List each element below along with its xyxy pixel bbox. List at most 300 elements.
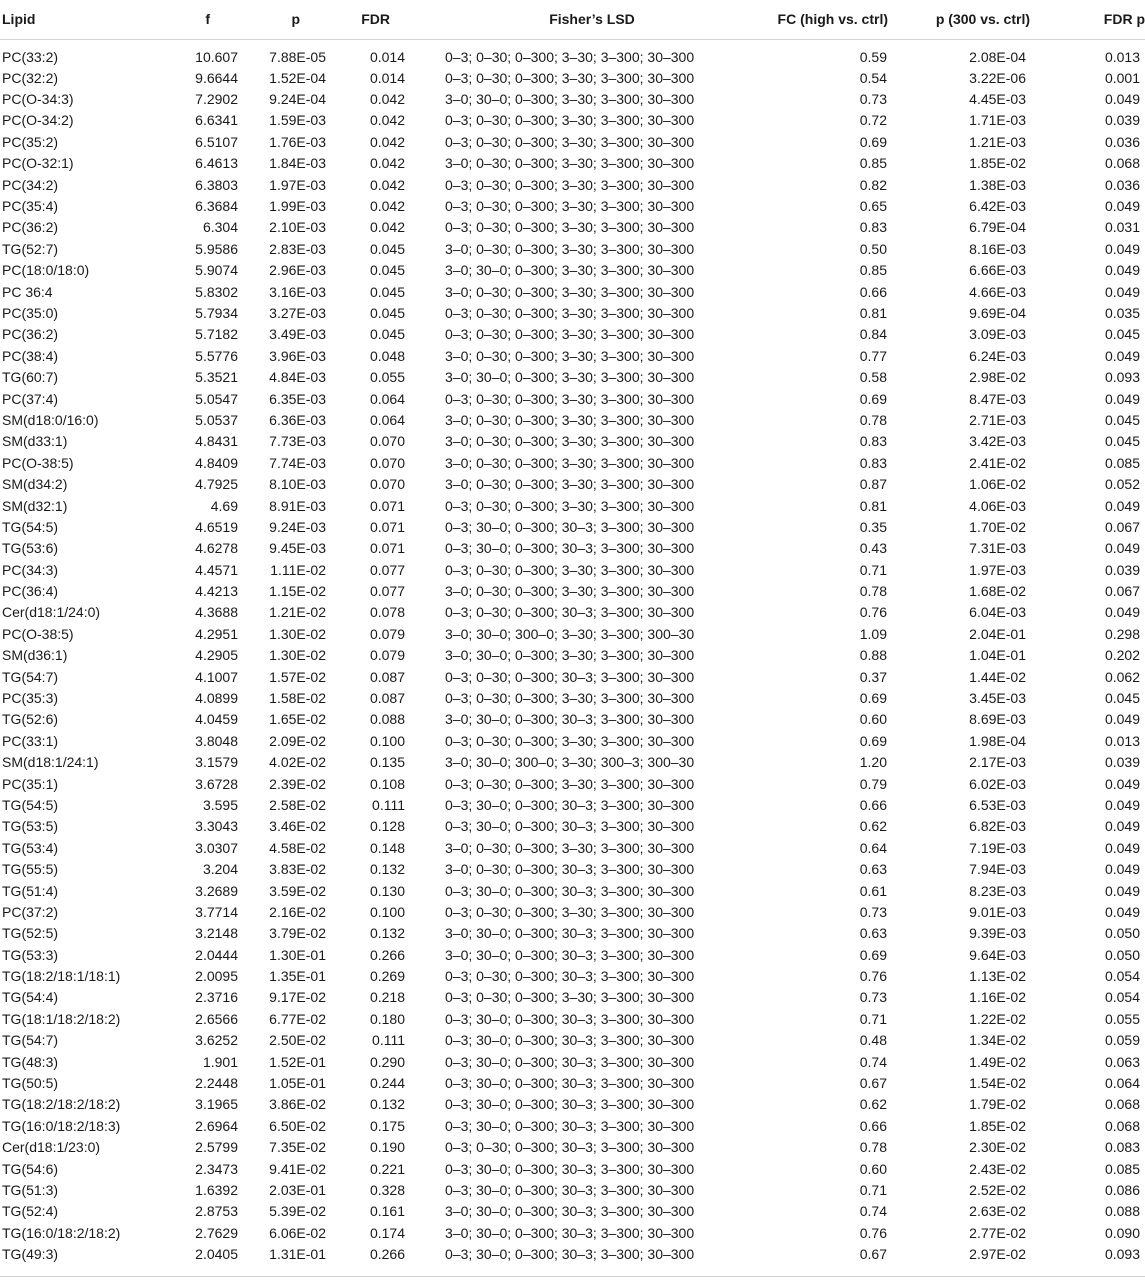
cell-p-300: 1.04E-01 bbox=[969, 647, 1026, 664]
table-row bbox=[0, 453, 1145, 474]
header-row bbox=[0, 0, 1145, 39]
cell-fdr: 0.045 bbox=[369, 240, 405, 257]
cell-p: 6.36E-03 bbox=[269, 411, 326, 428]
header-f: f bbox=[205, 11, 210, 28]
cell-f: 3.7714 bbox=[195, 903, 238, 920]
cell-fdr: 0.070 bbox=[369, 433, 405, 450]
cell-fishers-lsd: 0–3; 0–30; 0–300; 3–30; 3–300; 30–300 bbox=[445, 133, 695, 150]
cell-f: 3.204 bbox=[202, 861, 238, 878]
cell-f: 4.6278 bbox=[195, 540, 238, 557]
header-p: p bbox=[291, 11, 300, 28]
cell-p: 2.96E-03 bbox=[269, 262, 326, 279]
cell-f: 5.9074 bbox=[195, 262, 238, 279]
cell-fishers-lsd: 3–0; 0–30; 0–300; 3–30; 3–300; 30–300 bbox=[445, 454, 695, 471]
cell-lipid: SM(d33:1) bbox=[2, 433, 68, 450]
cell-p: 7.88E-05 bbox=[269, 48, 326, 65]
cell-f: 4.8409 bbox=[195, 454, 238, 471]
cell-lipid: PC(O-32:1) bbox=[2, 155, 74, 172]
cell-fdr-p: 0.068 bbox=[1104, 1096, 1140, 1113]
cell-fc: 0.50 bbox=[859, 240, 887, 257]
cell-p-300: 6.82E-03 bbox=[969, 818, 1026, 835]
cell-p-300: 2.41E-02 bbox=[969, 454, 1026, 471]
cell-fdr: 0.045 bbox=[369, 283, 405, 300]
table-row bbox=[0, 816, 1145, 837]
cell-p-300: 2.77E-02 bbox=[969, 1224, 1026, 1241]
cell-p-300: 1.38E-03 bbox=[969, 176, 1026, 193]
cell-p: 9.17E-02 bbox=[269, 989, 326, 1006]
cell-p: 1.76E-03 bbox=[269, 133, 326, 150]
cell-p: 1.84E-03 bbox=[269, 155, 326, 172]
cell-lipid: SM(d34:2) bbox=[2, 476, 68, 493]
cell-fc: 0.73 bbox=[859, 903, 887, 920]
cell-f: 5.0537 bbox=[195, 411, 238, 428]
cell-fdr: 0.088 bbox=[369, 711, 405, 728]
cell-p-300: 1.16E-02 bbox=[969, 989, 1026, 1006]
cell-p: 4.84E-03 bbox=[269, 369, 326, 386]
header-fdr: FDR bbox=[361, 11, 390, 28]
table-row bbox=[0, 1158, 1145, 1179]
cell-fdr: 0.132 bbox=[369, 861, 405, 878]
cell-f: 6.3684 bbox=[195, 198, 238, 215]
cell-fc: 0.62 bbox=[859, 1096, 887, 1113]
cell-fdr-p: 0.039 bbox=[1104, 561, 1140, 578]
cell-fishers-lsd: 3–0; 0–30; 0–300; 30–3; 3–300; 30–300 bbox=[445, 861, 695, 878]
cell-p: 3.83E-02 bbox=[269, 861, 326, 878]
cell-fdr-p: 0.049 bbox=[1104, 540, 1140, 557]
table-row bbox=[0, 388, 1145, 409]
cell-fdr-p: 0.049 bbox=[1104, 347, 1140, 364]
cell-p: 1.99E-03 bbox=[269, 198, 326, 215]
cell-p-300: 1.85E-02 bbox=[969, 155, 1026, 172]
cell-fishers-lsd: 0–3; 0–30; 0–300; 3–30; 3–300; 30–300 bbox=[445, 176, 695, 193]
cell-fishers-lsd: 0–3; 30–0; 0–300; 30–3; 3–300; 30–300 bbox=[445, 818, 695, 835]
cell-fc: 0.63 bbox=[859, 861, 887, 878]
cell-fdr: 0.014 bbox=[369, 48, 405, 65]
cell-fishers-lsd: 0–3; 0–30; 0–300; 3–30; 3–300; 30–300 bbox=[445, 198, 695, 215]
cell-fdr-p: 0.049 bbox=[1104, 903, 1140, 920]
cell-fdr: 0.269 bbox=[369, 968, 405, 985]
table-row bbox=[0, 174, 1145, 195]
cell-p-300: 7.19E-03 bbox=[969, 839, 1026, 856]
cell-f: 5.0547 bbox=[195, 390, 238, 407]
cell-lipid: Cer(d18:1/24:0) bbox=[2, 604, 101, 621]
cell-fdr-p: 0.067 bbox=[1104, 583, 1140, 600]
cell-fdr-p: 0.045 bbox=[1104, 411, 1140, 428]
cell-lipid: TG(52:5) bbox=[2, 925, 59, 942]
cell-p-300: 6.04E-03 bbox=[969, 604, 1026, 621]
cell-fc: 0.69 bbox=[859, 946, 887, 963]
cell-p-300: 9.64E-03 bbox=[969, 946, 1026, 963]
cell-f: 3.1579 bbox=[195, 754, 238, 771]
cell-fdr: 0.218 bbox=[369, 989, 405, 1006]
cell-fdr: 0.111 bbox=[372, 1032, 405, 1049]
table-row bbox=[0, 281, 1145, 302]
cell-f: 6.5107 bbox=[195, 133, 238, 150]
cell-fc: 0.76 bbox=[859, 1224, 887, 1241]
cell-fc: 0.37 bbox=[859, 668, 887, 685]
cell-p: 4.58E-02 bbox=[269, 839, 326, 856]
cell-p-300: 3.42E-03 bbox=[969, 433, 1026, 450]
cell-fdr: 0.111 bbox=[372, 796, 405, 813]
cell-fdr-p: 0.045 bbox=[1104, 690, 1140, 707]
cell-fc: 0.83 bbox=[859, 219, 887, 236]
cell-fc: 0.69 bbox=[859, 390, 887, 407]
table-row bbox=[0, 880, 1145, 901]
cell-lipid: TG(54:7) bbox=[2, 1032, 59, 1049]
cell-f: 3.2689 bbox=[195, 882, 238, 899]
cell-fdr: 0.077 bbox=[369, 561, 405, 578]
cell-fdr: 0.100 bbox=[369, 732, 405, 749]
cell-fc: 0.85 bbox=[859, 155, 887, 172]
cell-fishers-lsd: 3–0; 0–30; 0–300; 3–30; 3–300; 30–300 bbox=[445, 240, 695, 257]
cell-lipid: TG(51:4) bbox=[2, 882, 59, 899]
cell-fishers-lsd: 3–0; 30–0; 0–300; 3–30; 3–300; 30–300 bbox=[445, 262, 695, 279]
cell-fdr-p: 0.049 bbox=[1104, 198, 1140, 215]
table-row bbox=[0, 923, 1145, 944]
cell-fdr-p: 0.050 bbox=[1104, 946, 1140, 963]
cell-fdr: 0.161 bbox=[369, 1203, 405, 1220]
cell-f: 3.3043 bbox=[195, 818, 238, 835]
cell-lipid: TG(48:3) bbox=[2, 1053, 59, 1070]
cell-p: 7.73E-03 bbox=[269, 433, 326, 450]
cell-p: 3.96E-03 bbox=[269, 347, 326, 364]
cell-lipid: TG(53:3) bbox=[2, 946, 59, 963]
cell-fdr: 0.042 bbox=[369, 112, 405, 129]
cell-fishers-lsd: 0–3; 0–30; 0–300; 3–30; 3–300; 30–300 bbox=[445, 390, 695, 407]
cell-fishers-lsd: 3–0; 0–30; 0–300; 3–30; 3–300; 30–300 bbox=[445, 155, 695, 172]
cell-lipid: TG(50:5) bbox=[2, 1075, 59, 1092]
cell-p-300: 1.44E-02 bbox=[969, 668, 1026, 685]
table-row bbox=[0, 431, 1145, 452]
cell-p: 6.77E-02 bbox=[269, 1010, 326, 1027]
cell-p: 1.57E-02 bbox=[269, 668, 326, 685]
cell-p-300: 1.71E-03 bbox=[969, 112, 1026, 129]
cell-fdr: 0.042 bbox=[369, 219, 405, 236]
cell-fc: 0.60 bbox=[859, 711, 887, 728]
table-row bbox=[0, 1073, 1145, 1094]
cell-lipid: TG(52:4) bbox=[2, 1203, 59, 1220]
cell-lipid: TG(16:0/18:2/18:2) bbox=[2, 1224, 121, 1241]
cell-fc: 0.66 bbox=[859, 1117, 887, 1134]
cell-fc: 0.54 bbox=[859, 69, 887, 86]
table-row bbox=[0, 1009, 1145, 1030]
cell-fdr: 0.100 bbox=[369, 903, 405, 920]
cell-p-300: 3.22E-06 bbox=[969, 69, 1026, 86]
cell-fishers-lsd: 0–3; 30–0; 0–300; 30–3; 3–300; 30–300 bbox=[445, 1032, 695, 1049]
cell-fdr-p: 0.052 bbox=[1104, 476, 1140, 493]
cell-f: 4.4213 bbox=[195, 583, 238, 600]
cell-f: 4.0459 bbox=[195, 711, 238, 728]
cell-p: 2.03E-01 bbox=[269, 1182, 326, 1198]
cell-p-300: 8.16E-03 bbox=[969, 240, 1026, 257]
cell-f: 4.1007 bbox=[195, 668, 238, 685]
cell-fdr: 0.071 bbox=[369, 518, 405, 535]
header-fishers-lsd: Fisher’s LSD bbox=[549, 11, 635, 28]
cell-fdr: 0.071 bbox=[369, 497, 405, 514]
cell-p: 1.05E-01 bbox=[269, 1075, 326, 1092]
cell-f: 5.7182 bbox=[195, 326, 238, 343]
cell-fishers-lsd: 0–3; 30–0; 0–300; 30–3; 3–300; 30–300 bbox=[445, 1182, 695, 1198]
cell-fdr: 0.077 bbox=[369, 583, 405, 600]
cell-lipid: PC(33:1) bbox=[2, 732, 59, 749]
cell-lipid: PC(34:3) bbox=[2, 561, 59, 578]
cell-fishers-lsd: 0–3; 0–30; 0–300; 30–3; 3–300; 30–300 bbox=[445, 668, 695, 685]
cell-fdr-p: 0.049 bbox=[1104, 91, 1140, 108]
cell-fc: 0.58 bbox=[859, 369, 887, 386]
cell-fdr: 0.221 bbox=[369, 1160, 405, 1177]
cell-p-300: 1.21E-03 bbox=[969, 133, 1026, 150]
cell-f: 7.2902 bbox=[195, 91, 238, 108]
cell-f: 4.4571 bbox=[195, 561, 238, 578]
cell-fishers-lsd: 0–3; 30–0; 0–300; 30–3; 3–300; 30–300 bbox=[445, 1246, 695, 1263]
table-row bbox=[0, 602, 1145, 623]
cell-p: 1.21E-02 bbox=[269, 604, 326, 621]
table-bottom-rule bbox=[0, 1276, 1145, 1277]
cell-f: 4.0899 bbox=[195, 690, 238, 707]
cell-f: 5.9586 bbox=[195, 240, 238, 257]
cell-p-300: 1.79E-02 bbox=[969, 1096, 1026, 1113]
cell-p-300: 2.43E-02 bbox=[969, 1160, 1026, 1177]
cell-fc: 0.74 bbox=[859, 1053, 887, 1070]
cell-p: 6.06E-02 bbox=[269, 1224, 326, 1241]
cell-lipid: PC(O-34:2) bbox=[2, 112, 74, 129]
cell-fc: 0.60 bbox=[859, 1160, 887, 1177]
cell-fc: 0.63 bbox=[859, 925, 887, 942]
cell-fc: 0.83 bbox=[859, 454, 887, 471]
cell-p: 3.49E-03 bbox=[269, 326, 326, 343]
table-row bbox=[0, 1201, 1145, 1222]
cell-fishers-lsd: 3–0; 30–0; 0–300; 30–3; 3–300; 30–300 bbox=[445, 925, 695, 942]
cell-f: 4.69 bbox=[210, 497, 238, 514]
cell-p-300: 6.42E-03 bbox=[969, 198, 1026, 215]
cell-p: 1.65E-02 bbox=[269, 711, 326, 728]
cell-fdr: 0.064 bbox=[369, 411, 405, 428]
cell-lipid: TG(53:4) bbox=[2, 839, 59, 856]
cell-fc: 0.78 bbox=[859, 411, 887, 428]
table-row bbox=[0, 196, 1145, 217]
cell-fdr: 0.132 bbox=[369, 925, 405, 942]
cell-p-300: 6.66E-03 bbox=[969, 262, 1026, 279]
cell-p: 1.52E-01 bbox=[269, 1053, 326, 1070]
cell-fc: 0.73 bbox=[859, 989, 887, 1006]
cell-p-300: 3.09E-03 bbox=[969, 326, 1026, 343]
table-row bbox=[0, 132, 1145, 153]
table-row bbox=[0, 559, 1145, 580]
cell-lipid: PC(32:2) bbox=[2, 69, 59, 86]
table-row bbox=[0, 645, 1145, 666]
cell-fishers-lsd: 0–3; 30–0; 0–300; 30–3; 3–300; 30–300 bbox=[445, 796, 695, 813]
cell-lipid: PC(34:2) bbox=[2, 176, 59, 193]
cell-f: 6.4613 bbox=[195, 155, 238, 172]
cell-fdr: 0.148 bbox=[369, 839, 405, 856]
cell-lipid: TG(53:5) bbox=[2, 818, 59, 835]
cell-fdr: 0.042 bbox=[369, 91, 405, 108]
cell-fdr-p: 0.013 bbox=[1104, 732, 1140, 749]
cell-p: 1.59E-03 bbox=[269, 112, 326, 129]
cell-fdr-p: 0.090 bbox=[1104, 1224, 1140, 1241]
cell-fishers-lsd: 3–0; 30–0; 0–300; 3–30; 3–300; 30–300 bbox=[445, 91, 695, 108]
cell-fishers-lsd: 0–3; 0–30; 0–300; 3–30; 3–300; 30–300 bbox=[445, 69, 695, 86]
cell-fc: 0.85 bbox=[859, 262, 887, 279]
cell-p-300: 1.68E-02 bbox=[969, 583, 1026, 600]
cell-p-300: 1.13E-02 bbox=[969, 968, 1026, 985]
cell-lipid: TG(52:6) bbox=[2, 711, 59, 728]
cell-fc: 0.59 bbox=[859, 48, 887, 65]
cell-fishers-lsd: 3–0; 30–0; 0–300; 30–3; 3–300; 30–300 bbox=[445, 1203, 695, 1220]
cell-f: 6.3803 bbox=[195, 176, 238, 193]
cell-fishers-lsd: 0–3; 0–30; 0–300; 3–30; 3–300; 30–300 bbox=[445, 775, 695, 792]
cell-fdr: 0.042 bbox=[369, 198, 405, 215]
cell-f: 3.2148 bbox=[195, 925, 238, 942]
cell-fishers-lsd: 0–3; 0–30; 0–300; 3–30; 3–300; 30–300 bbox=[445, 561, 695, 578]
cell-fdr-p: 0.067 bbox=[1104, 518, 1140, 535]
cell-fdr-p: 0.055 bbox=[1104, 1010, 1140, 1027]
cell-fdr-p: 0.045 bbox=[1104, 433, 1140, 450]
cell-fdr: 0.266 bbox=[369, 946, 405, 963]
cell-lipid: TG(54:4) bbox=[2, 989, 59, 1006]
cell-fc: 0.71 bbox=[859, 1010, 887, 1027]
table-row bbox=[0, 902, 1145, 923]
cell-fdr-p: 0.049 bbox=[1104, 711, 1140, 728]
cell-p-300: 6.24E-03 bbox=[969, 347, 1026, 364]
cell-lipid: TG(18:2/18:1/18:1) bbox=[2, 968, 121, 985]
cell-fdr: 0.070 bbox=[369, 476, 405, 493]
cell-f: 1.6392 bbox=[195, 1182, 238, 1198]
table-row bbox=[0, 1030, 1145, 1051]
cell-fishers-lsd: 3–0; 30–0; 300–0; 3–30; 300–3; 300–30 bbox=[445, 754, 695, 771]
cell-p-300: 1.49E-02 bbox=[969, 1053, 1026, 1070]
cell-fishers-lsd: 3–0; 0–30; 0–300; 3–30; 3–300; 30–300 bbox=[445, 433, 695, 450]
cell-f: 2.0095 bbox=[195, 968, 238, 985]
cell-fc: 0.78 bbox=[859, 1139, 887, 1156]
cell-fdr-p: 0.039 bbox=[1104, 754, 1140, 771]
cell-p-300: 9.69E-04 bbox=[969, 304, 1026, 321]
cell-fdr: 0.290 bbox=[369, 1053, 405, 1070]
cell-p: 6.35E-03 bbox=[269, 390, 326, 407]
cell-fc: 0.74 bbox=[859, 1203, 887, 1220]
cell-lipid: TG(55:5) bbox=[2, 861, 59, 878]
cell-p: 1.97E-03 bbox=[269, 176, 326, 193]
cell-f: 3.6252 bbox=[195, 1032, 238, 1049]
cell-fishers-lsd: 3–0; 0–30; 0–300; 3–30; 3–300; 30–300 bbox=[445, 839, 695, 856]
cell-f: 2.0444 bbox=[195, 946, 238, 963]
table-row bbox=[0, 153, 1145, 174]
cell-lipid: PC(36:4) bbox=[2, 583, 59, 600]
header-p-300-vs-ctrl: p (300 vs. ctrl) bbox=[935, 11, 1030, 28]
header-lipid: Lipid bbox=[2, 11, 36, 28]
table-row bbox=[0, 666, 1145, 687]
cell-p: 9.41E-02 bbox=[269, 1160, 326, 1177]
cell-lipid: PC(35:1) bbox=[2, 775, 59, 792]
table-row bbox=[0, 367, 1145, 388]
cell-p-300: 2.52E-02 bbox=[969, 1182, 1026, 1198]
cell-fdr: 0.045 bbox=[369, 304, 405, 321]
cell-fdr: 0.128 bbox=[369, 818, 405, 835]
cell-fdr-p: 0.049 bbox=[1104, 497, 1140, 514]
cell-p-300: 1.85E-02 bbox=[969, 1117, 1026, 1134]
cell-fdr-p: 0.013 bbox=[1104, 48, 1140, 65]
cell-p-300: 2.04E-01 bbox=[969, 625, 1026, 642]
cell-lipid: PC(37:2) bbox=[2, 903, 59, 920]
cell-fishers-lsd: 0–3; 30–0; 0–300; 30–3; 3–300; 30–300 bbox=[445, 540, 695, 557]
cell-fdr-p: 0.049 bbox=[1104, 262, 1140, 279]
cell-lipid: TG(54:5) bbox=[2, 518, 59, 535]
cell-f: 3.0307 bbox=[195, 839, 238, 856]
cell-fc: 0.67 bbox=[859, 1075, 887, 1092]
cell-fishers-lsd: 3–0; 0–30; 0–300; 3–30; 3–300; 30–300 bbox=[445, 583, 695, 600]
header-fc-high-vs-ctrl: FC (high vs. ctrl) bbox=[777, 11, 888, 28]
cell-fdr-p: 0.083 bbox=[1104, 1139, 1140, 1156]
cell-fdr-p: 0.036 bbox=[1104, 176, 1140, 193]
cell-fdr: 0.042 bbox=[369, 176, 405, 193]
cell-fdr-p: 0.001 bbox=[1104, 69, 1140, 86]
table-row bbox=[0, 1094, 1145, 1115]
cell-fc: 0.62 bbox=[859, 818, 887, 835]
table-row bbox=[0, 538, 1145, 559]
cell-fc: 1.20 bbox=[859, 754, 887, 771]
cell-fc: 0.83 bbox=[859, 433, 887, 450]
cell-p-300: 4.45E-03 bbox=[969, 91, 1026, 108]
cell-p: 1.30E-01 bbox=[269, 946, 326, 963]
cell-lipid: TG(18:1/18:2/18:2) bbox=[2, 1010, 121, 1027]
cell-p: 7.74E-03 bbox=[269, 454, 326, 471]
table-row bbox=[0, 581, 1145, 602]
cell-fc: 0.64 bbox=[859, 839, 887, 856]
cell-lipid: PC(37:4) bbox=[2, 390, 59, 407]
cell-fishers-lsd: 3–0; 30–0; 300–0; 3–30; 3–300; 300–30 bbox=[445, 625, 695, 642]
cell-p: 8.10E-03 bbox=[269, 476, 326, 493]
cell-fc: 0.81 bbox=[859, 304, 887, 321]
cell-lipid: SM(d18:0/16:0) bbox=[2, 411, 99, 428]
cell-fdr-p: 0.202 bbox=[1104, 647, 1140, 664]
cell-fdr-p: 0.085 bbox=[1104, 454, 1140, 471]
cell-fc: 0.43 bbox=[859, 540, 887, 557]
cell-fishers-lsd: 3–0; 0–30; 0–300; 3–30; 3–300; 30–300 bbox=[445, 411, 695, 428]
cell-fishers-lsd: 0–3; 0–30; 0–300; 3–30; 3–300; 30–300 bbox=[445, 690, 695, 707]
cell-fdr-p: 0.068 bbox=[1104, 1117, 1140, 1134]
cell-fishers-lsd: 0–3; 0–30; 0–300; 3–30; 3–300; 30–300 bbox=[445, 497, 695, 514]
table-row bbox=[0, 966, 1145, 987]
cell-fishers-lsd: 3–0; 0–30; 0–300; 3–30; 3–300; 30–300 bbox=[445, 476, 695, 493]
cell-fdr-p: 0.093 bbox=[1104, 1246, 1140, 1263]
cell-lipid: TG(54:5) bbox=[2, 796, 59, 813]
cell-p: 2.16E-02 bbox=[269, 903, 326, 920]
cell-p-300: 8.69E-03 bbox=[969, 711, 1026, 728]
cell-fdr-p: 0.063 bbox=[1104, 1053, 1140, 1070]
cell-p: 9.45E-03 bbox=[269, 540, 326, 557]
cell-fdr: 0.078 bbox=[369, 604, 405, 621]
cell-fdr-p: 0.093 bbox=[1104, 369, 1140, 386]
cell-fdr-p: 0.049 bbox=[1104, 839, 1140, 856]
cell-fishers-lsd: 0–3; 0–30; 0–300; 3–30; 3–300; 30–300 bbox=[445, 219, 695, 236]
table-row bbox=[0, 752, 1145, 773]
cell-fdr-p: 0.059 bbox=[1104, 1032, 1140, 1049]
cell-fdr: 0.079 bbox=[369, 647, 405, 664]
table-row bbox=[0, 1223, 1145, 1244]
cell-fdr: 0.048 bbox=[369, 347, 405, 364]
cell-p: 2.39E-02 bbox=[269, 775, 326, 792]
cell-p: 9.24E-03 bbox=[269, 518, 326, 535]
cell-fc: 0.76 bbox=[859, 604, 887, 621]
cell-fc: 0.69 bbox=[859, 133, 887, 150]
table-row bbox=[0, 517, 1145, 538]
cell-p-300: 1.22E-02 bbox=[969, 1010, 1026, 1027]
cell-fdr: 0.045 bbox=[369, 326, 405, 343]
cell-p-300: 1.54E-02 bbox=[969, 1075, 1026, 1092]
table-row bbox=[0, 260, 1145, 281]
table-header bbox=[0, 0, 1145, 39]
cell-fc: 0.61 bbox=[859, 882, 887, 899]
